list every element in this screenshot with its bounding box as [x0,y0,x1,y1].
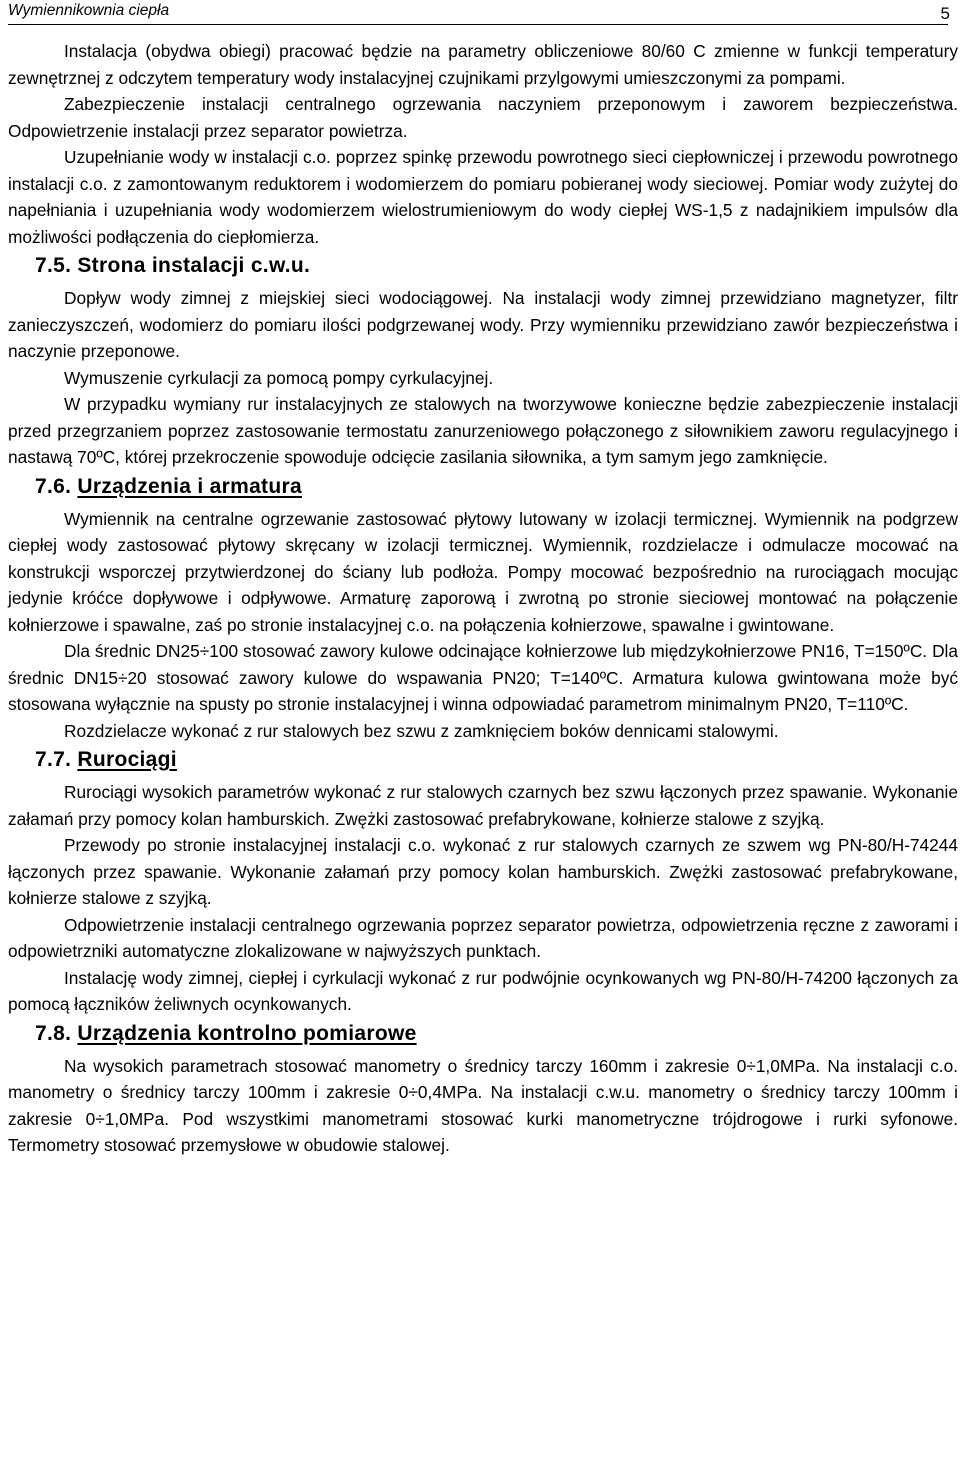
paragraph: Przewody po stronie instalacyjnej instalacji c.o. wykonać z rur stalowych czarnych ze szwem wg PN-80/H-74244 łączonych przez spawanie. Wykonanie załamań przy pomocy kolan hamburskich. Zwężki zastosować prefabrykowane, kołnierze stalowe z szyjką. [8,835,958,908]
document-title: Wymiennikownia ciepła [8,2,170,19]
paragraph: Wymuszenie cyrkulacji za pomocą pompy cyrkulacyjnej. [64,367,494,388]
paragraph: Instalację wody zimnej, ciepłej i cyrkulacji wykonać z rur podwójnie ocynkowanych wg PN-80/H-74200 łączonych za pomocą łączników żeliwnych ocynkowanych. [8,967,958,1014]
paragraph: Rozdzielacze wykonać z rur stalowych bez szwu z zamknięciem boków dennicami stalowymi. [64,720,779,741]
paragraph: Dla średnic DN25÷100 stosować zawory kulowe odcinające kołnierzowe lub międzykołnierzowe PN16, T=150ºC. Dla średnic DN15÷20 stosować zawory kulowe do wspawania PN20; T=140ºC. Armatura kulowa gwintowana może być stosowana wyłącznie na spusty po stronie instalacyjnej i winna odpowiadać parametrom minimalnym PN20, T=110ºC. [8,641,958,714]
section-heading-7-6 [35,473,958,501]
paragraph: Dopływ wody zimnej z miejskiej sieci wodociągowej. Na instalacji wody zimnej przewidziano magnetyzer, filtr zanieczyszczeń, wodomierz do pomiaru ilości podgrzewanej wody. Przy wymienniku przewidziano zawór bezpieczeństwa i naczynie przeponowe. [8,288,958,361]
section-number: 7.8. [35,1021,72,1045]
paragraph: Uzupełnianie wody w instalacji c.o. poprzez spinkę przewodu powrotnego sieci ciepłowniczej i przewodu powrotnego instalacji c.o. z zamontowanym reduktorem i wodomierzem do pomiaru pobieranej wody sieciowej. Pomiar wody zużytej do napełniania i uzupełniania wody wodomierzem wielostrumieniowym do wody ciepłej WS-1,5 z nadajnikiem impulsów dla możliwości podłączenia do ciepłomierza. [8,147,958,247]
section-title: Urządzenia i armatura [77,474,302,498]
section-number: 7.7. [35,748,72,771]
paragraph: Odpowietrzenie instalacji centralnego ogrzewania poprzez separator powietrza, odpowietrzenia ręczne z zaworami i odpowietrzniki automatyczne zlokalizowane w najwyższych punktach. [8,914,958,961]
section-title: Rurociągi [77,748,177,771]
paragraph: Instalacja (obydwa obiegi) pracować będzie na parametry obliczeniowe 80/60 C zmienne w funkcji temperatury zewnętrznej z odczytem temperatury wody instalacyjnej czujnikami przylgowymi umieszczonymi za pompami. [8,41,958,88]
section-heading-7-5 [35,252,958,280]
paragraph: Rurociągi wysokich parametrów wykonać z rur stalowych czarnych bez szwu łączonych przez spawanie. Wykonanie załamań przy pomocy kolan hamburskich. Zwężki zastosować prefabrykowane, kołnierze stalowe z szyjką. [8,782,958,829]
page-number: 5 [940,4,950,23]
section-heading-7-7 [35,746,958,774]
section-number: 7.6. [35,474,72,498]
section-title: Strona instalacji c.w.u. [77,254,311,277]
section-number: 7.5. [35,254,72,277]
section-title: Urządzenia kontrolno pomiarowe [77,1021,417,1045]
section-heading-7-8 [35,1020,958,1048]
page-header [8,0,948,25]
paragraph: Wymiennik na centralne ogrzewanie zastosować płytowy lutowany w izolacji termicznej. Wymiennik na podgrzew ciepłej wody zastosować płytowy skręcany w izolacji termicznej. Wymiennik, rozdzielacze i odmulacze mocować na konstrukcji wsporczej przytwierdzonej do ściany lub podłoża. Pompy mocować bezpośrednio na rurociągach mocując jedynie króćce dopływowe i odpływowe. Armaturę zaporową i zwrotną po stronie sieciowej montować na połączenie kołnierzowe i spawalne, zaś po stronie instalacyjnej c.o. na połączenia kołnierzowe, spawalne i gwintowane. [8,508,958,635]
document-body [8,38,958,1159]
paragraph: Na wysokich parametrach stosować manometry o średnicy tarczy 160mm i zakresie 0÷1,0MPa. Na instalacji c.o. manometry o średnicy tarczy 100mm i zakresie 0÷0,4MPa. Na instalacji c.w.u. manometry o średnicy tarczy 100mm i zakresie 0÷1,0MPa. Pod wszystkimi manometrami stosować kurki manometryczne trójdrogowe i rurki syfonowe. Termometry stosować przemysłowe w obudowie stalowej. [8,1055,958,1155]
paragraph: Zabezpieczenie instalacji centralnego ogrzewania naczyniem przeponowym i zaworem bezpieczeństwa. Odpowietrzenie instalacji przez separator powietrza. [8,94,958,141]
paragraph: W przypadku wymiany rur instalacyjnych ze stalowych na tworzywowe konieczne będzie zabezpieczenie instalacji przed przegrzaniem poprzez zastosowanie termostatu zanurzeniowego połączonego z siłownikiem zaworu regulacyjnego i nastawą 70ºC, której przekroczenie spowoduje odcięcie zasilania siłownika, a tym samym jego zamknięcie. [8,394,958,467]
